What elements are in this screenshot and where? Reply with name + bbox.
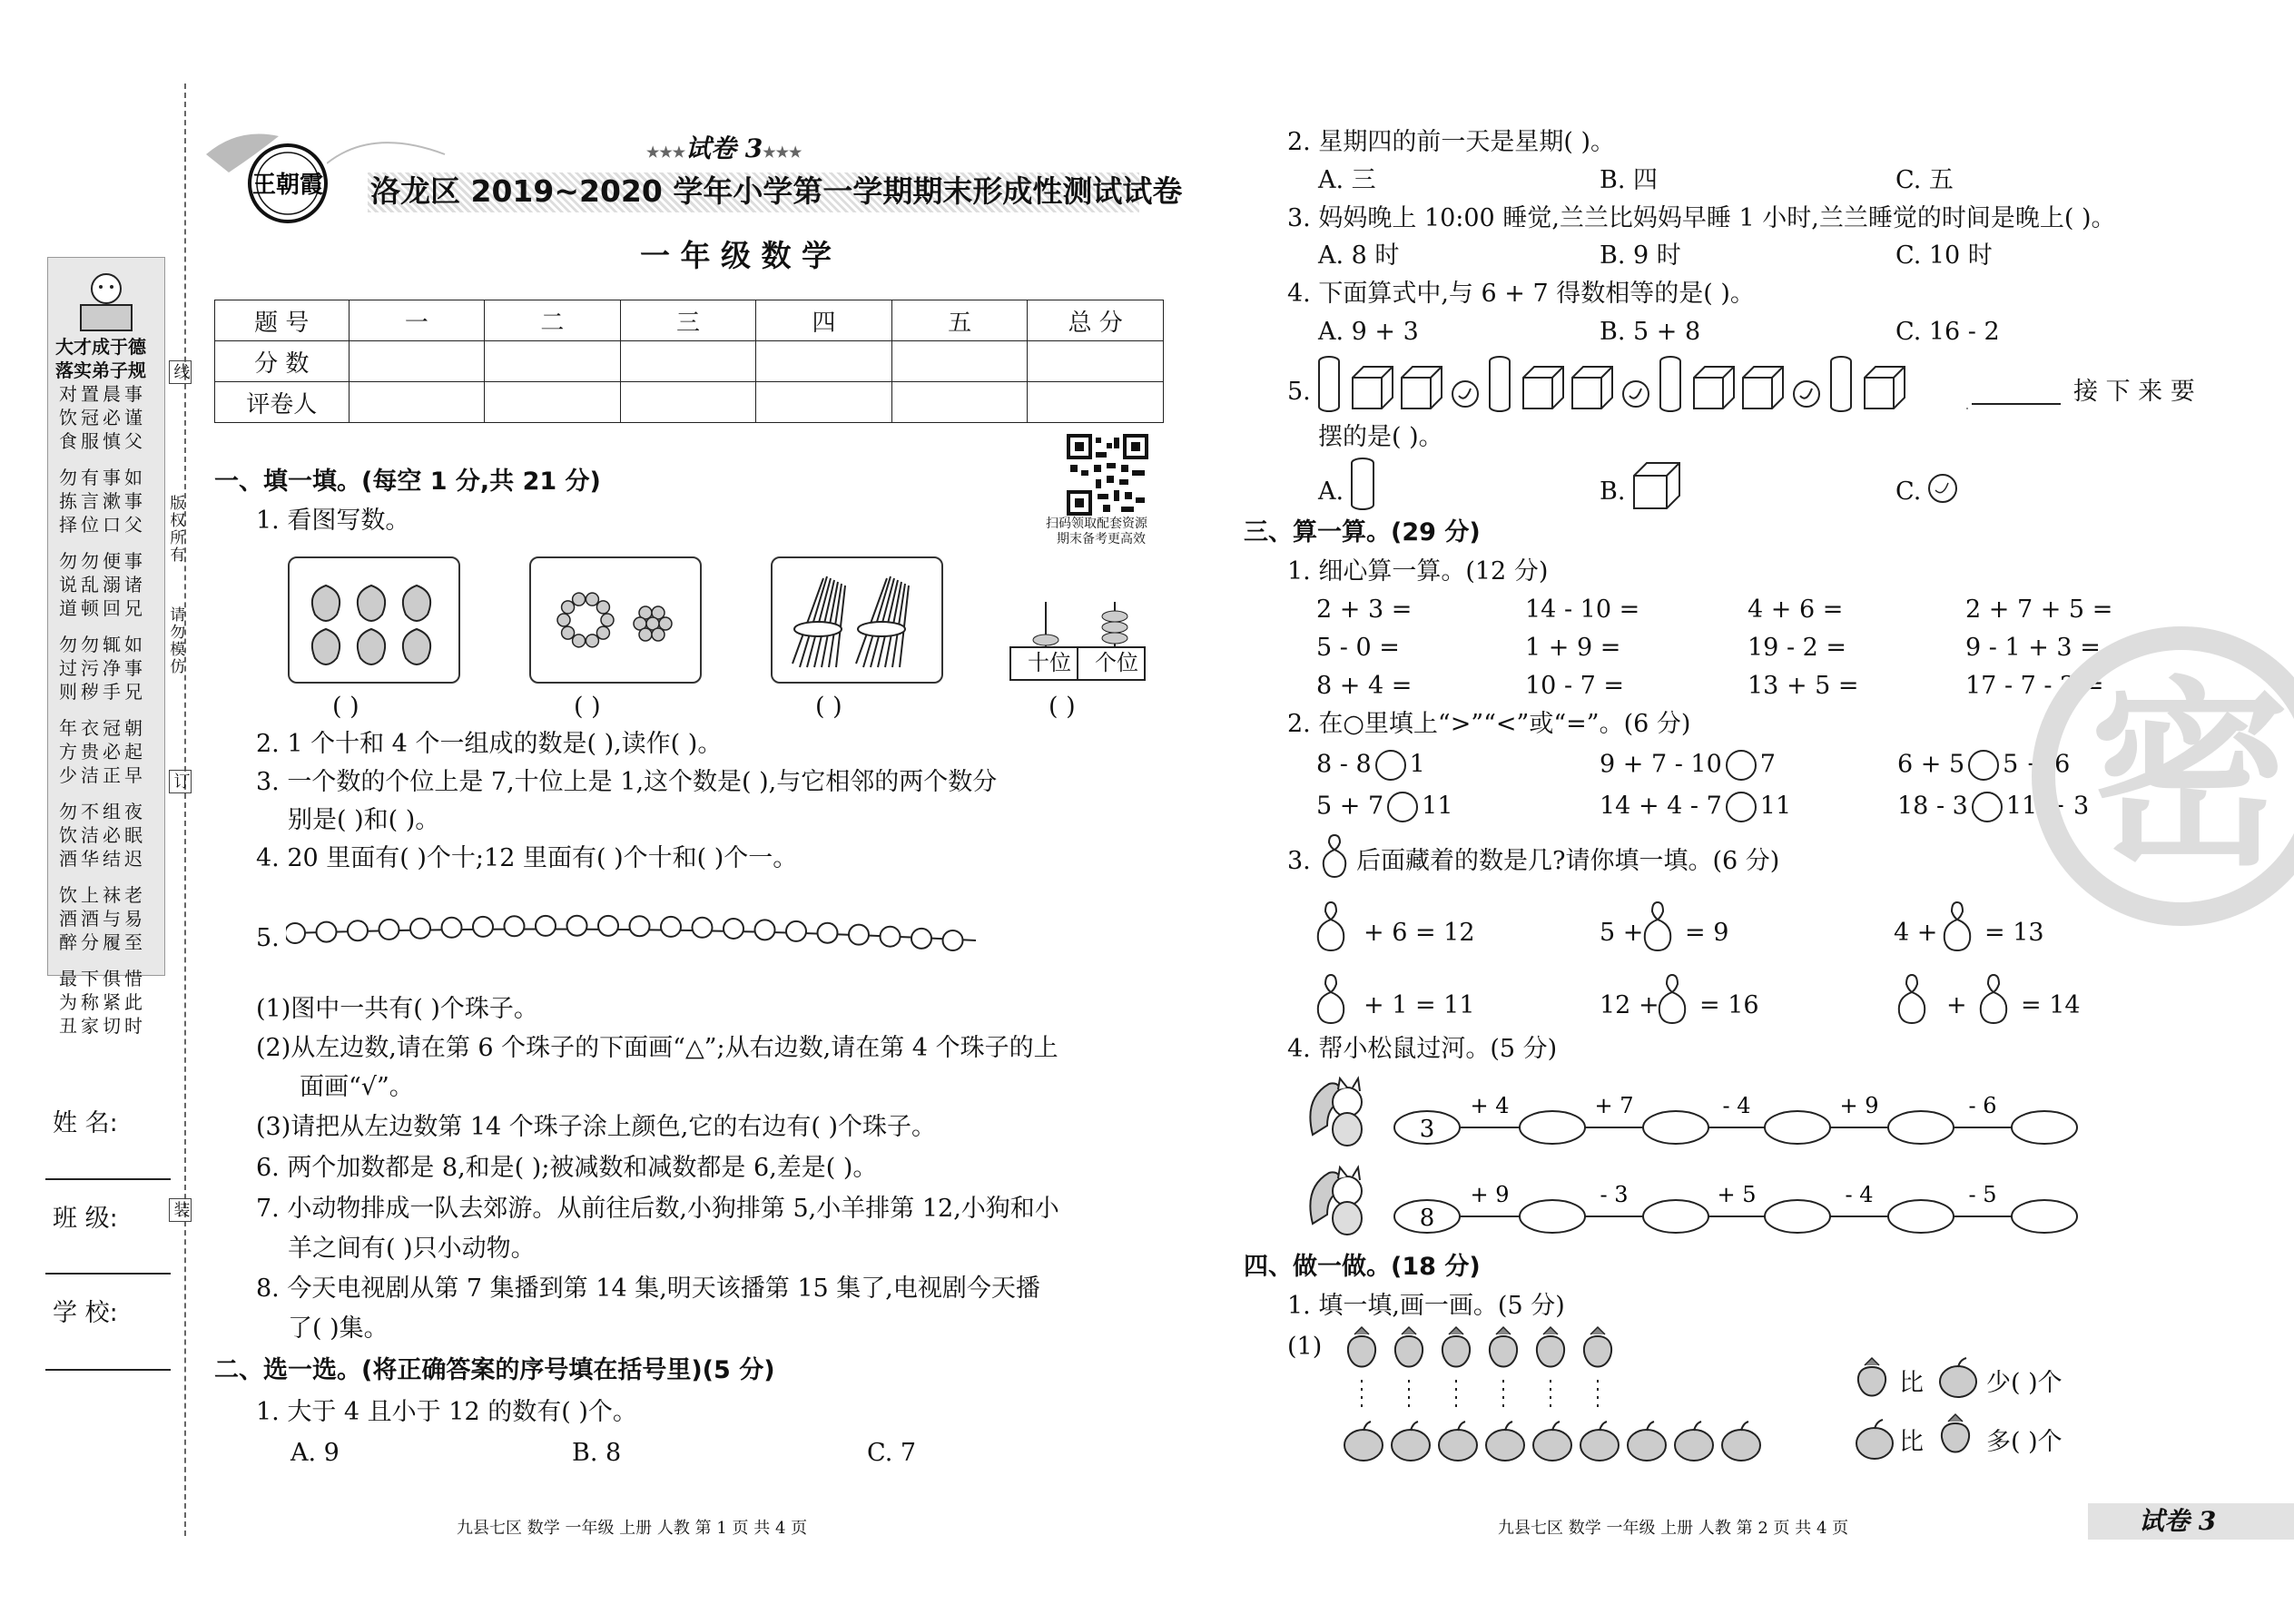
apple-icon (1628, 1422, 1666, 1461)
river-op: + 9 (1470, 1182, 1510, 1207)
abacus-ones-label: 个位 (1095, 650, 1138, 675)
apple-icon (1675, 1422, 1713, 1461)
grader-row-label: 评卷人 (215, 382, 350, 423)
gourd-icon[interactable] (1894, 971, 1930, 1026)
river-answer-oval[interactable] (2012, 1200, 2077, 1233)
gourd-icon[interactable] (1313, 899, 1349, 953)
s2-q4: 4. 下面算式中,与 6 + 7 得数相等的是( )。 (1287, 280, 1755, 308)
s3-q3-number: 3. (1287, 847, 1311, 875)
compare-left: 8 - 8 (1316, 750, 1372, 779)
poem-line: 择位口父 (59, 514, 146, 536)
score-header: 总 分 (1028, 300, 1164, 341)
calc-problem[interactable]: 2 + 3 = (1316, 595, 1413, 624)
compare-right: 5 + 6 (2003, 750, 2071, 779)
cmp1-less[interactable]: 少( )个 (1986, 1369, 2063, 1397)
ribbon-decoration (327, 127, 454, 172)
school-field[interactable] (45, 1369, 171, 1371)
cmp2-than: 比 (1899, 1428, 1924, 1456)
strawberry-icon (1584, 1327, 1611, 1367)
s3-q4: 4. 帮小松鼠过河。(5 分) (1287, 1035, 1558, 1063)
score-header-row (215, 300, 1164, 341)
bead[interactable] (630, 916, 650, 936)
gourd-icon[interactable] (1313, 971, 1349, 1026)
s1-q7b: 羊之间有( )只小动物。 (288, 1235, 536, 1263)
s2-q1: 1. 大于 4 且小于 12 的数有( )个。 (256, 1398, 637, 1426)
s1-q5-2a: (2)从左边数,请在第 6 个珠子的下面画“△”;从右边数,请在第 4 个珠子的上 (256, 1034, 1058, 1062)
s2-q4-option-c[interactable]: C. 16 - 2 (1895, 318, 2000, 346)
river-answer-oval[interactable] (1765, 1111, 1830, 1144)
gourd-equation: + 6 = 12 (1364, 919, 1475, 947)
calc-problem[interactable]: 5 - 0 = (1316, 634, 1400, 662)
river-answer-oval[interactable] (1643, 1111, 1708, 1144)
bead (596, 601, 609, 614)
compare-right: 1 (1409, 750, 1425, 779)
name-label: 姓 名: (53, 1109, 118, 1137)
calc-problem[interactable]: 13 + 5 = (1748, 672, 1859, 700)
cube-icon (1694, 367, 1734, 408)
compare-right: 11 (1759, 792, 1792, 821)
gourd-equation: 12 + (1600, 991, 1659, 1019)
section2-title: 二、选一选。(将正确答案的序号填在括号里)(5 分) (214, 1356, 775, 1384)
cylinder-icon (1490, 357, 1510, 411)
compare-circle[interactable] (1375, 750, 1406, 781)
grader-cell[interactable] (756, 382, 892, 423)
s2-q3: 3. 妈妈晚上 10:00 睡觉,兰兰比妈妈早睡 1 小时,兰兰睡觉的时间是晚上( )。 (1287, 204, 2116, 232)
apple-icon (1852, 1418, 1897, 1462)
s1-q4: 4. 20 里面有( )个十;12 里面有( )个十和( )个一。 (256, 844, 798, 872)
bead (596, 626, 609, 639)
score-cell[interactable] (1028, 341, 1164, 382)
qr-caption-2: 期末备考更高效 (1057, 532, 1146, 546)
river-op: + 4 (1470, 1093, 1510, 1118)
cut-line (184, 84, 186, 1536)
school-label: 学 校: (53, 1299, 118, 1327)
stick-bundle-icon (773, 558, 941, 682)
score-header: 二 (485, 300, 621, 341)
s1-q5-2b: 面画“√”。 (300, 1073, 414, 1101)
river-answer-oval[interactable] (1520, 1200, 1585, 1233)
poem-line: 说乱溺诸 (59, 574, 146, 595)
apple-icon (1722, 1422, 1760, 1461)
score-row (215, 341, 1164, 382)
s1-q3b: 别是( )和( )。 (288, 806, 440, 834)
abacus-tens-label: 十位 (1028, 650, 1071, 675)
cut-label-1: 线 (169, 360, 192, 384)
river-op: - 4 (1722, 1093, 1751, 1118)
watermark-text: 密 (2090, 657, 2290, 892)
class-field[interactable] (45, 1273, 171, 1275)
s1-q5-1: (1)图中一共有( )个珠子。 (256, 995, 538, 1023)
river-answer-oval[interactable] (1765, 1200, 1830, 1233)
answer-blank-4[interactable]: ( ) (1049, 693, 1076, 721)
s2-q4-option-b[interactable]: B. 5 + 8 (1600, 318, 1701, 346)
cylinder-icon (1831, 357, 1851, 411)
bead (652, 628, 665, 641)
compare-item (1316, 750, 1425, 781)
s1-q6: 6. 两个加数都是 8,和是( );被减数和减数都是 6,差是( )。 (256, 1154, 878, 1182)
s1-q1: 1. 看图写数。 (256, 507, 410, 535)
cube-icon (1630, 459, 1683, 512)
score-header: 五 (891, 300, 1028, 341)
grader-cell[interactable] (1028, 382, 1164, 423)
grader-cell[interactable] (349, 382, 485, 423)
s2-q5-option-b[interactable]: B. (1600, 477, 1626, 506)
bead[interactable] (348, 920, 368, 940)
apple-icon (1439, 1422, 1477, 1461)
s2-q5: 5. (1287, 378, 1311, 406)
s1-q8a: 8. 今天电视剧从第 7 集播到第 14 集,明天该播第 15 集了,电视剧今天播 (256, 1275, 1040, 1303)
bead (639, 628, 652, 641)
s1-q2: 2. 1 个十和 4 个一组成的数是( ),读作( )。 (256, 730, 723, 758)
gourd-icon[interactable] (1654, 971, 1690, 1026)
bead (557, 614, 570, 626)
bead[interactable] (881, 927, 901, 947)
poem-line: 对置晨事 (59, 383, 146, 405)
poem-line: 醉分履至 (59, 931, 146, 953)
fruit-compare-icon (1336, 1325, 1808, 1471)
score-header: 三 (620, 300, 756, 341)
calc-problem[interactable]: 1 + 9 = (1525, 634, 1621, 662)
s2-q1-option-b[interactable]: B. 8 (572, 1439, 622, 1467)
squirrel-icon (1310, 1167, 1362, 1235)
compare-item (1316, 792, 1453, 822)
pattern-answer-line[interactable] (1972, 403, 2061, 405)
bead[interactable] (317, 922, 337, 942)
poem-line: 则秽手兄 (59, 681, 146, 703)
gourd-equation: = 16 (1699, 991, 1759, 1019)
gourd-equation: + 1 = 11 (1364, 991, 1475, 1019)
gourd-equation: 5 + (1600, 919, 1644, 947)
river-op: + 5 (1717, 1182, 1757, 1207)
cube-icon (1402, 367, 1442, 408)
cube-icon (1353, 367, 1393, 408)
qr-caption-1: 扫码领取配套资源 (1046, 517, 1147, 531)
s1-q5: 5. (256, 924, 280, 952)
score-cell[interactable] (485, 341, 621, 382)
class-label: 班 级: (53, 1205, 118, 1233)
bead[interactable] (442, 918, 462, 938)
s2-q3-option-b[interactable]: B. 9 时 (1600, 241, 1681, 270)
poem-line: 拣言漱事 (59, 490, 146, 512)
calc-problem[interactable]: 14 - 10 = (1525, 595, 1640, 624)
bead[interactable] (786, 921, 806, 941)
motto-panel (47, 257, 165, 1037)
compare-right: 11 (1422, 792, 1453, 821)
qr-code-icon[interactable] (1067, 434, 1148, 516)
cylinder-icon (1319, 357, 1339, 411)
gourd-grid (1313, 899, 2130, 1035)
bead[interactable] (410, 919, 430, 939)
gourd-equation: = 13 (1984, 919, 2044, 947)
compare-left: 9 + 7 - 10 (1600, 750, 1722, 779)
s2-q2-option-c[interactable]: C. 五 (1895, 166, 1954, 194)
poem-line: 为称紧此 (59, 991, 146, 1013)
s1-q7a: 7. 小动物排成一队去郊游。从前往后数,小狗排第 5,小羊排第 12,小狗和小 (256, 1195, 1059, 1223)
poem-line: 食服慎父 (59, 430, 146, 452)
footer-badge: 试卷 3 (2139, 1506, 2217, 1536)
sticks-picture (771, 556, 943, 684)
score-cell[interactable] (349, 341, 485, 382)
compare-circle[interactable] (1726, 792, 1757, 822)
bead (586, 635, 598, 647)
apple-icon (1392, 1422, 1430, 1461)
poem-line: 年衣冠朝 (59, 717, 146, 739)
poem-line: 方贵必起 (59, 741, 146, 763)
sphere-icon (1794, 381, 1819, 407)
bead[interactable] (505, 916, 525, 936)
river-start-value: 3 (1419, 1116, 1435, 1143)
strawberry-icon (1348, 1327, 1375, 1367)
exam-title: 洛龙区 2019~2020 学年小学第一学期期末形成性测试试卷 (370, 173, 1183, 209)
grader-row (215, 382, 1164, 423)
cube-icon (1743, 367, 1783, 408)
poem-line: 勿勿便事 (59, 550, 146, 572)
bead[interactable] (755, 920, 775, 940)
compare-left: 6 + 5 (1897, 750, 1965, 779)
gourd-equation: 4 + (1894, 919, 1938, 947)
river-path (1307, 1071, 2088, 1153)
s4-sub1: (1) (1287, 1333, 1323, 1361)
s2-q3-option-a[interactable]: A. 8 时 (1318, 241, 1400, 270)
calc-problem[interactable]: 2 + 7 + 5 = (1965, 595, 2113, 624)
motto-title: 大才成于德 (55, 336, 146, 358)
apple-icon (1486, 1422, 1524, 1461)
cube-icon (1865, 367, 1905, 408)
river-op: - 5 (1968, 1182, 1997, 1207)
strawberry-icon (1442, 1327, 1470, 1367)
gourd-equation: + (1946, 991, 1967, 1019)
s3-q2: 2. 在○里填上“>”“<”或“=”。(6 分) (1287, 710, 1691, 738)
gourd-icon (1316, 832, 1353, 879)
bead[interactable] (724, 919, 743, 939)
bead[interactable] (286, 923, 305, 943)
bead[interactable] (473, 917, 493, 937)
calc-problem[interactable]: 17 - 7 - 2 = (1965, 672, 2104, 700)
gourd-equation: = 14 (2021, 991, 2081, 1019)
s4-q1: 1. 填一填,画一画。(5 分) (1287, 1292, 1565, 1320)
bead[interactable] (536, 916, 556, 936)
s2-q2-option-a[interactable]: A. 三 (1318, 166, 1376, 194)
bead[interactable] (567, 916, 587, 936)
compare-item (1600, 792, 1791, 822)
squirrel-icon (1310, 1078, 1362, 1146)
poem-line: 少洁正早 (59, 764, 146, 786)
poem-line: 饮上袜老 (59, 884, 146, 906)
scholar-icon (70, 263, 143, 336)
river-start-value: 8 (1419, 1205, 1435, 1232)
bead (562, 601, 575, 614)
bead[interactable] (598, 916, 618, 936)
copyright-a: 版权所有 (166, 495, 185, 564)
grader-cell[interactable] (891, 382, 1028, 423)
score-row-label: 分 数 (215, 341, 350, 382)
s2-q4-option-a[interactable]: A. 9 + 3 (1318, 318, 1419, 346)
river-answer-oval[interactable] (1888, 1200, 1954, 1233)
apple-icon (1344, 1422, 1383, 1461)
river-op: - 3 (1600, 1182, 1629, 1207)
compare-right: 11 + 3 (2005, 792, 2090, 821)
cut-label-2: 订 (169, 770, 192, 793)
bead[interactable] (911, 929, 931, 949)
cut-label-3: 装 (169, 1198, 192, 1222)
bead (562, 626, 575, 639)
cmp2-more[interactable]: 多( )个 (1986, 1428, 2063, 1456)
calc-problem[interactable]: 10 - 7 = (1525, 672, 1625, 700)
name-field[interactable] (45, 1178, 171, 1180)
answer-blank-1[interactable]: ( ) (332, 693, 359, 721)
compare-right: 7 (1759, 750, 1776, 779)
poem-line: 勿有事如 (59, 467, 146, 488)
bead-ring-icon (531, 558, 700, 682)
grader-cell[interactable] (485, 382, 621, 423)
poem-line: 道顿回兄 (59, 597, 146, 619)
strawberry-icon (1935, 1412, 1975, 1458)
shape-pattern-icon (1314, 352, 1968, 416)
exam-badge: ★★★试卷 3★★★ (646, 133, 802, 163)
river-row-2 (1307, 1160, 2088, 1242)
peach-icon (290, 558, 458, 682)
s2-q1-option-a[interactable]: A. 9 (290, 1439, 340, 1467)
bead[interactable] (849, 925, 869, 945)
bead-string-icon (286, 910, 985, 955)
gourd-equation: = 9 (1685, 919, 1729, 947)
s2-q2-option-b[interactable]: B. 四 (1600, 166, 1659, 194)
poem-line: 过污净事 (59, 657, 146, 679)
poem-line: 勿勿辄如 (59, 634, 146, 655)
s2-q3-option-c[interactable]: C. 10 时 (1895, 241, 1993, 270)
gourd-icon[interactable] (1939, 899, 1975, 953)
apple-icon (1935, 1356, 1981, 1400)
score-header: 题 号 (215, 300, 350, 341)
motto-subtitle: 落实弟子规 (55, 359, 146, 381)
score-header: 四 (756, 300, 892, 341)
section4-title: 四、做一做。(18 分) (1244, 1253, 1481, 1281)
answer-blank-3[interactable]: ( ) (815, 693, 842, 721)
bead[interactable] (818, 923, 838, 943)
copyright-b: 请勿模仿 (166, 606, 185, 675)
bead (573, 635, 586, 647)
s2-q5b: 摆的是( )。 (1318, 423, 1443, 451)
calc-problem[interactable]: 19 - 2 = (1748, 634, 1847, 662)
score-cell[interactable] (891, 341, 1028, 382)
answer-blank-2[interactable]: ( ) (574, 693, 601, 721)
river-answer-oval[interactable] (2012, 1111, 2077, 1144)
compare-circle[interactable] (1972, 792, 2003, 822)
s3-q3: 后面藏着的数是几?请你填一填。(6 分) (1356, 847, 1780, 875)
poem-line: 酒华结迟 (59, 848, 146, 870)
cylinder-icon (1660, 357, 1680, 411)
s3-q1: 1. 细心算一算。(12 分) (1287, 557, 1549, 586)
river-answer-oval[interactable] (1520, 1111, 1585, 1144)
apple-icon (1533, 1422, 1571, 1461)
sphere-icon (1452, 381, 1478, 407)
score-header: 一 (349, 300, 485, 341)
poem-line: 勿不组夜 (59, 801, 146, 822)
s2-q2: 2. 星期四的前一天是星期( )。 (1287, 128, 1615, 156)
score-cell[interactable] (756, 341, 892, 382)
poem-line: 饮冠必谨 (59, 407, 146, 428)
sphere-icon (1623, 381, 1649, 407)
poem-line: 最下俱惜 (59, 968, 146, 989)
footer-left: 九县七区 数学 一年级 上册 人教 第 1 页 共 4 页 (457, 1519, 808, 1538)
apple-icon (1580, 1422, 1619, 1461)
gourd-icon[interactable] (1975, 971, 2012, 1026)
poem-line: 饮洁必眠 (59, 824, 146, 846)
logo-text: 王朝霞 (251, 172, 324, 199)
poem-line: 丑家切时 (59, 1015, 146, 1037)
s1-q3a: 3. 一个数的个位上是 7,十位上是 1,这个数是( ),与它相邻的两个数分 (256, 768, 998, 796)
s1-q8b: 了( )集。 (288, 1314, 389, 1343)
grader-cell[interactable] (620, 382, 756, 423)
cylinder-icon (1347, 456, 1378, 512)
river-op: + 7 (1594, 1093, 1634, 1118)
s2-q5-option-a[interactable]: A. (1318, 477, 1344, 506)
strawberry-icon (1395, 1327, 1423, 1367)
poem-line: 酒酒与易 (59, 908, 146, 930)
strawberry-icon (1852, 1356, 1892, 1402)
s1-q5-3: (3)请把从左边数第 14 个珠子涂上颜色,它的右边有( )个珠子。 (256, 1113, 936, 1141)
river-path (1307, 1160, 2088, 1242)
s2-q5-option-c[interactable]: C. (1895, 477, 1922, 506)
cube-icon (1572, 367, 1612, 408)
compare-left: 14 + 4 - 7 (1600, 792, 1722, 821)
bead[interactable] (693, 918, 713, 938)
compare-circle[interactable] (1387, 792, 1418, 822)
cmp1-than: 比 (1899, 1369, 1924, 1397)
bead[interactable] (379, 920, 399, 940)
bead (586, 593, 598, 605)
compare-circle[interactable] (1726, 750, 1757, 781)
bead[interactable] (661, 917, 681, 937)
s2-q5-tail: 接 下 来 要 (2073, 378, 2195, 406)
section1-title: 一、填一填。(每空 1 分,共 21 分) (214, 468, 601, 496)
river-row-1 (1307, 1071, 2088, 1153)
cube-icon (1523, 367, 1563, 408)
river-op: + 9 (1839, 1093, 1879, 1118)
river-answer-oval[interactable] (1888, 1111, 1954, 1144)
river-op: - 4 (1845, 1182, 1874, 1207)
footer-right: 九县七区 数学 一年级 上册 人教 第 2 页 共 4 页 (1498, 1519, 1849, 1538)
strawberry-icon (1490, 1327, 1517, 1367)
score-table (214, 300, 1164, 423)
compare-circle[interactable] (1968, 750, 1999, 781)
calc-problem[interactable]: 9 - 1 + 3 = (1965, 634, 2101, 662)
calc-problem[interactable]: 4 + 6 = (1748, 595, 1844, 624)
strawberry-icon (1537, 1327, 1564, 1367)
bead (601, 614, 614, 626)
gourd-icon[interactable] (1639, 899, 1676, 953)
bead[interactable] (943, 930, 963, 950)
river-op: - 6 (1968, 1093, 1997, 1118)
section3-title: 三、算一算。(29 分) (1244, 518, 1481, 546)
compare-left: 18 - 3 (1897, 792, 1968, 821)
score-cell[interactable] (620, 341, 756, 382)
beads-picture (529, 556, 702, 684)
compare-item (1600, 750, 1776, 781)
peach-picture (288, 556, 460, 684)
s2-q1-option-c[interactable]: C. 7 (867, 1439, 917, 1467)
calc-problem[interactable]: 8 + 4 = (1316, 672, 1413, 700)
compare-left: 5 + 7 (1316, 792, 1384, 821)
sphere-icon (1926, 472, 1959, 505)
bead (573, 593, 586, 605)
river-answer-oval[interactable] (1643, 1200, 1708, 1233)
exam-subject: 一 年 级 数 学 (640, 238, 832, 273)
